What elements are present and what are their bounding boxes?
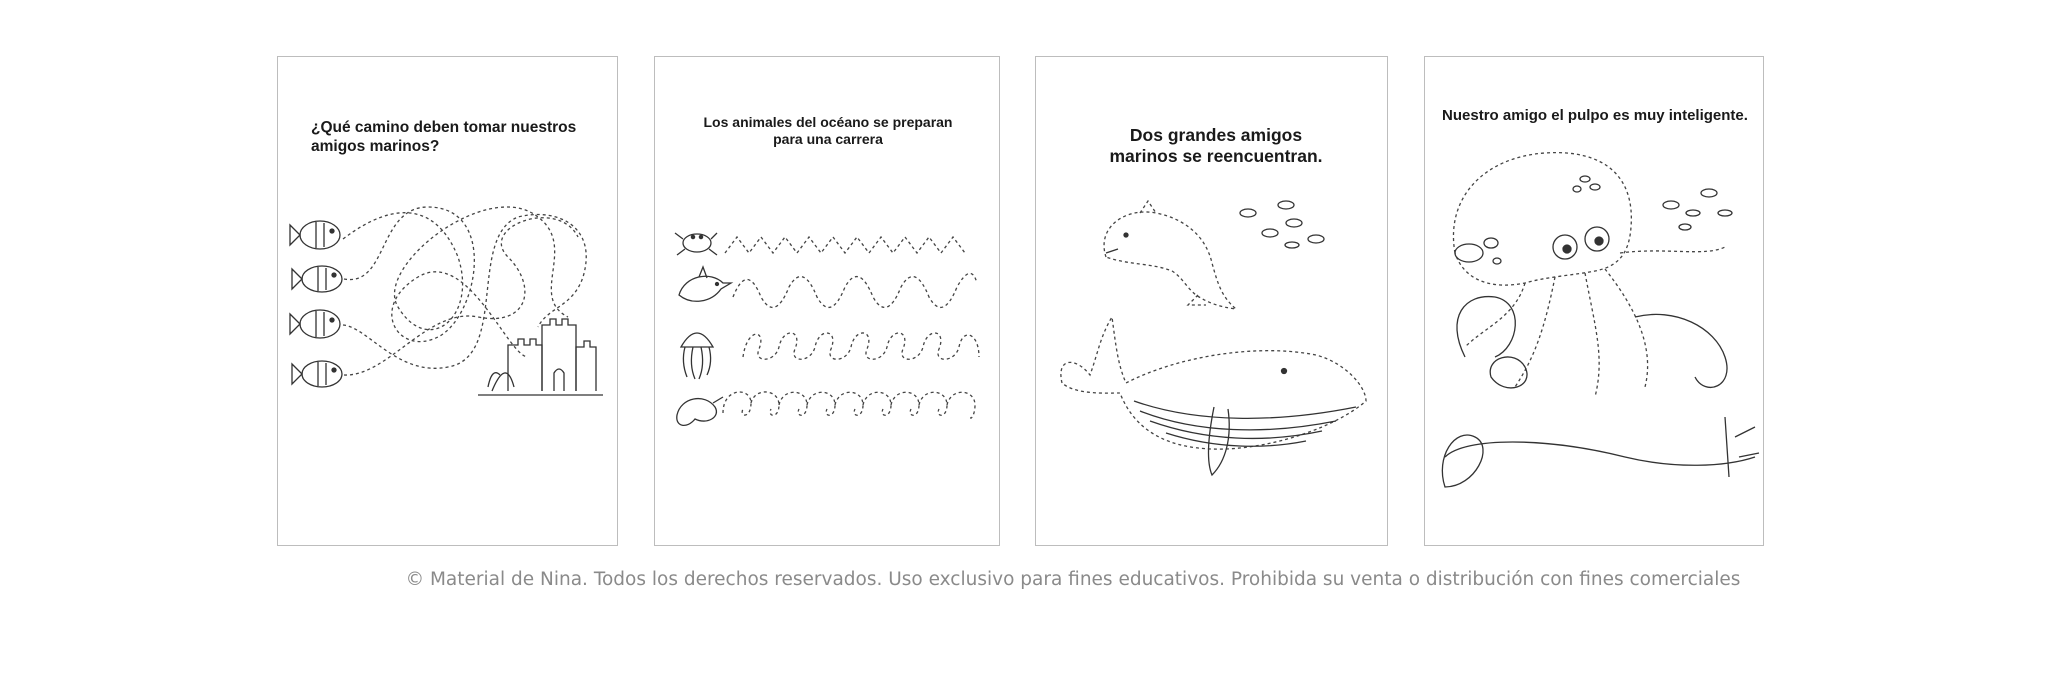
tracing-lines-icon [655,57,1000,546]
sheet-title: Dos grandes amigos marinos se reencuentran. [1109,125,1323,166]
dolphin-icon [1104,201,1236,309]
worksheet-octopus [1424,56,1764,546]
sheet-title: Los animales del océano se preparan para una carrera [703,114,953,147]
seal-icon [677,397,723,425]
jellyfish-icon [681,333,713,379]
sheet-title: Nuestro amigo el pulpo es muy inteligente. [1442,107,1748,124]
dolphin-icon [679,267,731,301]
octopus-icon [1425,57,1764,546]
small-fish-icon [1663,189,1732,230]
worksheet-maze [277,56,618,546]
small-fish-icon [1240,201,1324,248]
copyright-footer: © Material de Nina. Todos los derechos reservados. Uso exclusivo para fines educativos. Prohibida su venta o distribución con fines comerciales [405,569,1741,590]
crab-icon [675,233,717,255]
worksheet-dolphin-whale [1035,56,1388,546]
worksheet-tracing [654,56,1000,546]
fish-icon [290,310,340,338]
sheet-title: ¿Qué camino deben tomar nuestros amigos marinos? [311,119,577,155]
fish-maze-icon [278,57,618,546]
dolphin-whale-icon [1036,57,1388,546]
whale-icon [1061,317,1366,475]
fish-icon [292,266,342,292]
fish-icon [290,221,340,249]
fish-icon [292,361,342,387]
sandcastle-icon [478,319,603,395]
